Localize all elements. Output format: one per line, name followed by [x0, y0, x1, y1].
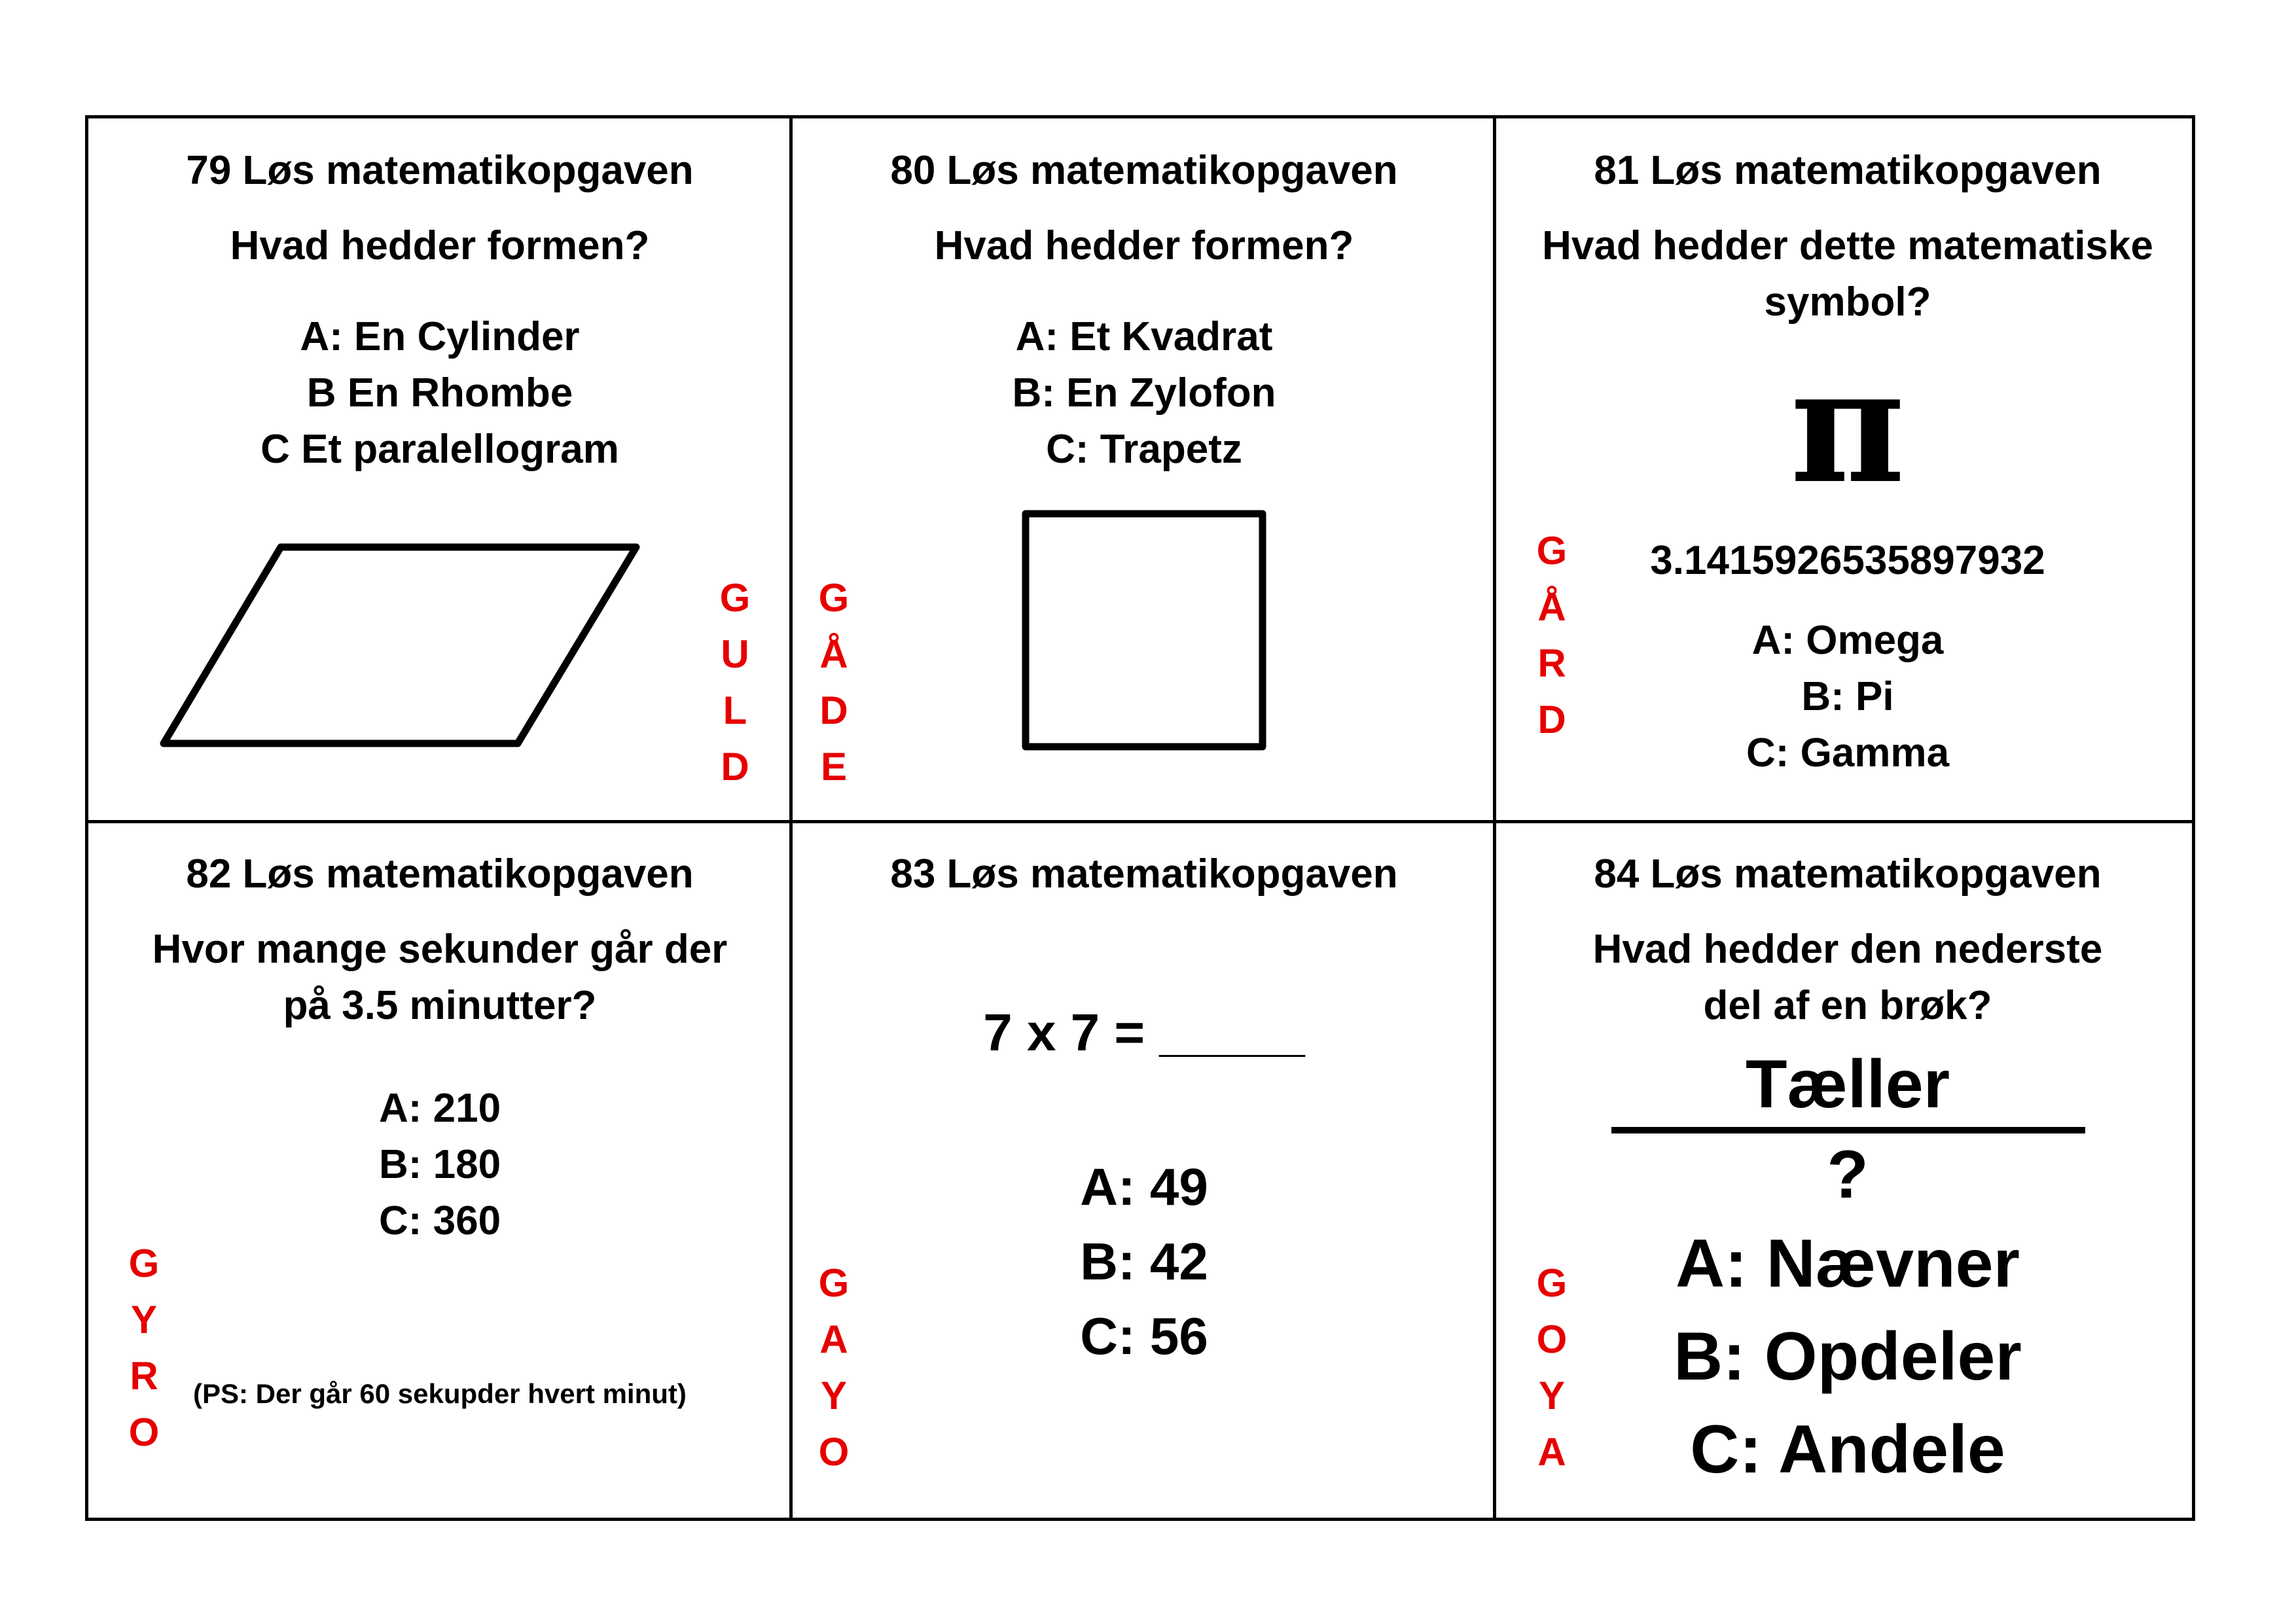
option-c: C: Andele	[1690, 1412, 2005, 1488]
side-letter: G	[1536, 1261, 1568, 1305]
option-c: C Et paralellogram	[260, 427, 619, 472]
option-b: B: 42	[1080, 1232, 1208, 1291]
side-letter: Å	[819, 632, 848, 676]
fraction-denominator: ?	[1827, 1137, 1869, 1213]
card-title: 82 Løs matematikopgaven	[186, 851, 694, 897]
question-line-1: Hvor mange sekunder går der	[152, 927, 728, 972]
side-word	[715, 570, 755, 795]
side-letter: O	[818, 1430, 850, 1474]
question-line-2: på 3.5 minutter?	[283, 983, 597, 1028]
side-letter: D	[819, 688, 848, 732]
side-letter: D	[721, 745, 749, 789]
hint-note: (PS: Der går 60 sekupder hvert minut)	[193, 1378, 687, 1409]
card-82	[88, 823, 791, 1526]
side-letter: Y	[130, 1298, 158, 1342]
option-a: A: En Cylinder	[300, 314, 580, 359]
side-word	[1532, 1255, 1571, 1480]
option-a: A: Nævner	[1676, 1226, 2020, 1302]
card-sheet	[85, 115, 2195, 1521]
option-a: A: Omega	[1751, 618, 1944, 663]
card-title: 83 Løs matematikopgaven	[890, 851, 1398, 897]
question-line-2: symbol?	[1764, 279, 1931, 325]
side-letter: G	[818, 1261, 850, 1305]
side-word	[124, 1236, 164, 1461]
side-letter: G	[719, 576, 751, 620]
option-b: B: En Zylofon	[1012, 370, 1276, 416]
option-b: B: 180	[378, 1142, 501, 1187]
side-word	[814, 570, 853, 795]
option-c: C: 56	[1080, 1307, 1208, 1365]
fraction-numerator: Tæller	[1745, 1046, 1950, 1122]
option-b: B En Rhombe	[306, 370, 573, 416]
side-letter: Y	[820, 1374, 848, 1418]
pi-symbol: π	[1790, 334, 1905, 518]
side-letter: Å	[1537, 585, 1566, 629]
card-81	[1496, 118, 2199, 821]
side-letter: Y	[1538, 1374, 1566, 1418]
side-word	[1532, 523, 1571, 748]
side-letter: O	[1536, 1317, 1568, 1361]
question-line-1: Hvad hedder dette matematiske	[1542, 223, 2153, 268]
side-letter: G	[1536, 529, 1568, 573]
equation: 7 x 7 = _____	[983, 1003, 1305, 1061]
option-a: A: 49	[1080, 1158, 1208, 1216]
question: Hvad hedder formen?	[230, 223, 650, 268]
side-word	[814, 1255, 853, 1480]
fraction-bar	[1611, 1127, 2085, 1133]
card-80	[793, 118, 1496, 821]
side-letter: A	[1537, 1430, 1566, 1474]
option-b: B: Opdeler	[1674, 1319, 2022, 1395]
option-b: B: Pi	[1801, 674, 1894, 719]
card-title: 81 Løs matematikopgaven	[1594, 148, 2102, 193]
side-letter: L	[723, 688, 747, 732]
side-letter: R	[130, 1354, 158, 1398]
side-letter: O	[128, 1410, 160, 1454]
option-a: A: 210	[378, 1086, 501, 1131]
parallelogram-icon	[88, 118, 791, 821]
side-letter: A	[819, 1317, 848, 1361]
card-79	[88, 118, 791, 821]
question: Hvad hedder formen?	[934, 223, 1354, 268]
side-letter: G	[818, 576, 850, 620]
square-icon	[793, 118, 1496, 821]
question-line-1: Hvad hedder den nederste	[1592, 927, 2103, 972]
side-letter: U	[721, 632, 749, 676]
option-c: C: 360	[378, 1198, 501, 1243]
question-line-2: del af en brøk?	[1703, 983, 1992, 1028]
option-a: A: Et Kvadrat	[1015, 314, 1273, 359]
card-84	[1496, 823, 2199, 1526]
option-c: C: Trapetz	[1046, 427, 1242, 472]
pi-value: 3.1415926535897932	[1650, 538, 2045, 583]
card-title: 80 Løs matematikopgaven	[890, 148, 1398, 193]
card-title: 84 Løs matematikopgaven	[1594, 851, 2102, 897]
card-83	[793, 823, 1496, 1526]
side-letter: G	[128, 1241, 160, 1285]
side-letter: E	[820, 745, 848, 789]
card-title: 79 Løs matematikopgaven	[186, 148, 694, 193]
side-letter: R	[1537, 641, 1566, 685]
side-letter: D	[1537, 698, 1566, 741]
option-c: C: Gamma	[1746, 730, 1950, 776]
